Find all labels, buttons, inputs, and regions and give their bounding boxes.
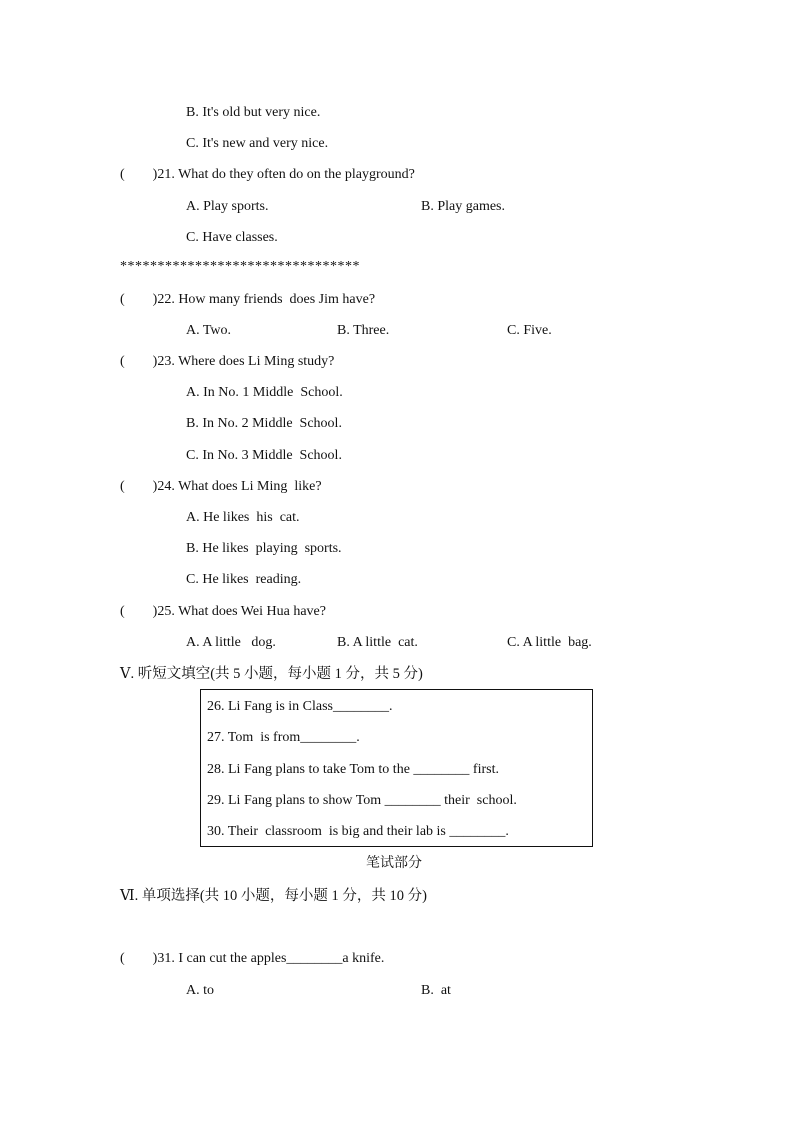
question-25: ( )25. What does Wei Hua have?: [120, 604, 326, 619]
written-part-title: 笔试部分: [366, 856, 422, 871]
option-21-a: A. Play sports.: [186, 199, 269, 214]
question-28: 28. Li Fang plans to take Tom to the ________ first.: [207, 762, 499, 777]
option-20-b: B. It's old but very nice.: [186, 105, 321, 120]
section-vi-heading: Ⅵ. 单项选择(共 10 小题，每小题 1 分，共 10 分): [120, 888, 427, 904]
option-31-b: B. at: [421, 983, 451, 998]
question-23: ( )23. Where does Li Ming study?: [120, 354, 335, 369]
section-separator: ********************************: [120, 259, 360, 274]
option-22-c: C. Five.: [507, 323, 552, 338]
option-25-c: C. A little bag.: [507, 635, 592, 650]
option-21-c: C. Have classes.: [186, 230, 278, 245]
option-23-b: B. In No. 2 Middle School.: [186, 416, 342, 431]
option-24-a: A. He likes his cat.: [186, 510, 300, 525]
option-21-b: B. Play games.: [421, 199, 505, 214]
question-27: 27. Tom is from________.: [207, 730, 360, 745]
question-29: 29. Li Fang plans to show Tom ________ their school.: [207, 793, 517, 808]
option-20-c: C. It's new and very nice.: [186, 136, 329, 151]
option-31-a: A. to: [186, 983, 214, 998]
question-22: ( )22. How many friends does Jim have?: [120, 292, 376, 307]
option-22-b: B. Three.: [337, 323, 390, 338]
question-21: ( )21. What do they often do on the playground?: [120, 167, 415, 182]
option-23-a: A. In No. 1 Middle School.: [186, 385, 343, 400]
option-23-c: C. In No. 3 Middle School.: [186, 448, 342, 463]
question-24: ( )24. What does Li Ming like?: [120, 479, 322, 494]
question-26: 26. Li Fang is in Class________.: [207, 699, 393, 714]
option-24-c: C. He likes reading.: [186, 572, 302, 587]
option-24-b: B. He likes playing sports.: [186, 541, 342, 556]
section-v-heading: Ⅴ. 听短文填空(共 5 小题，每小题 1 分，共 5 分): [120, 666, 423, 682]
option-25-a: A. A little dog.: [186, 635, 276, 650]
option-25-b: B. A little cat.: [337, 635, 418, 650]
option-22-a: A. Two.: [186, 323, 232, 338]
question-31: ( )31. I can cut the apples________a knife.: [120, 951, 385, 966]
question-30: 30. Their classroom is big and their lab is ________.: [207, 824, 509, 839]
